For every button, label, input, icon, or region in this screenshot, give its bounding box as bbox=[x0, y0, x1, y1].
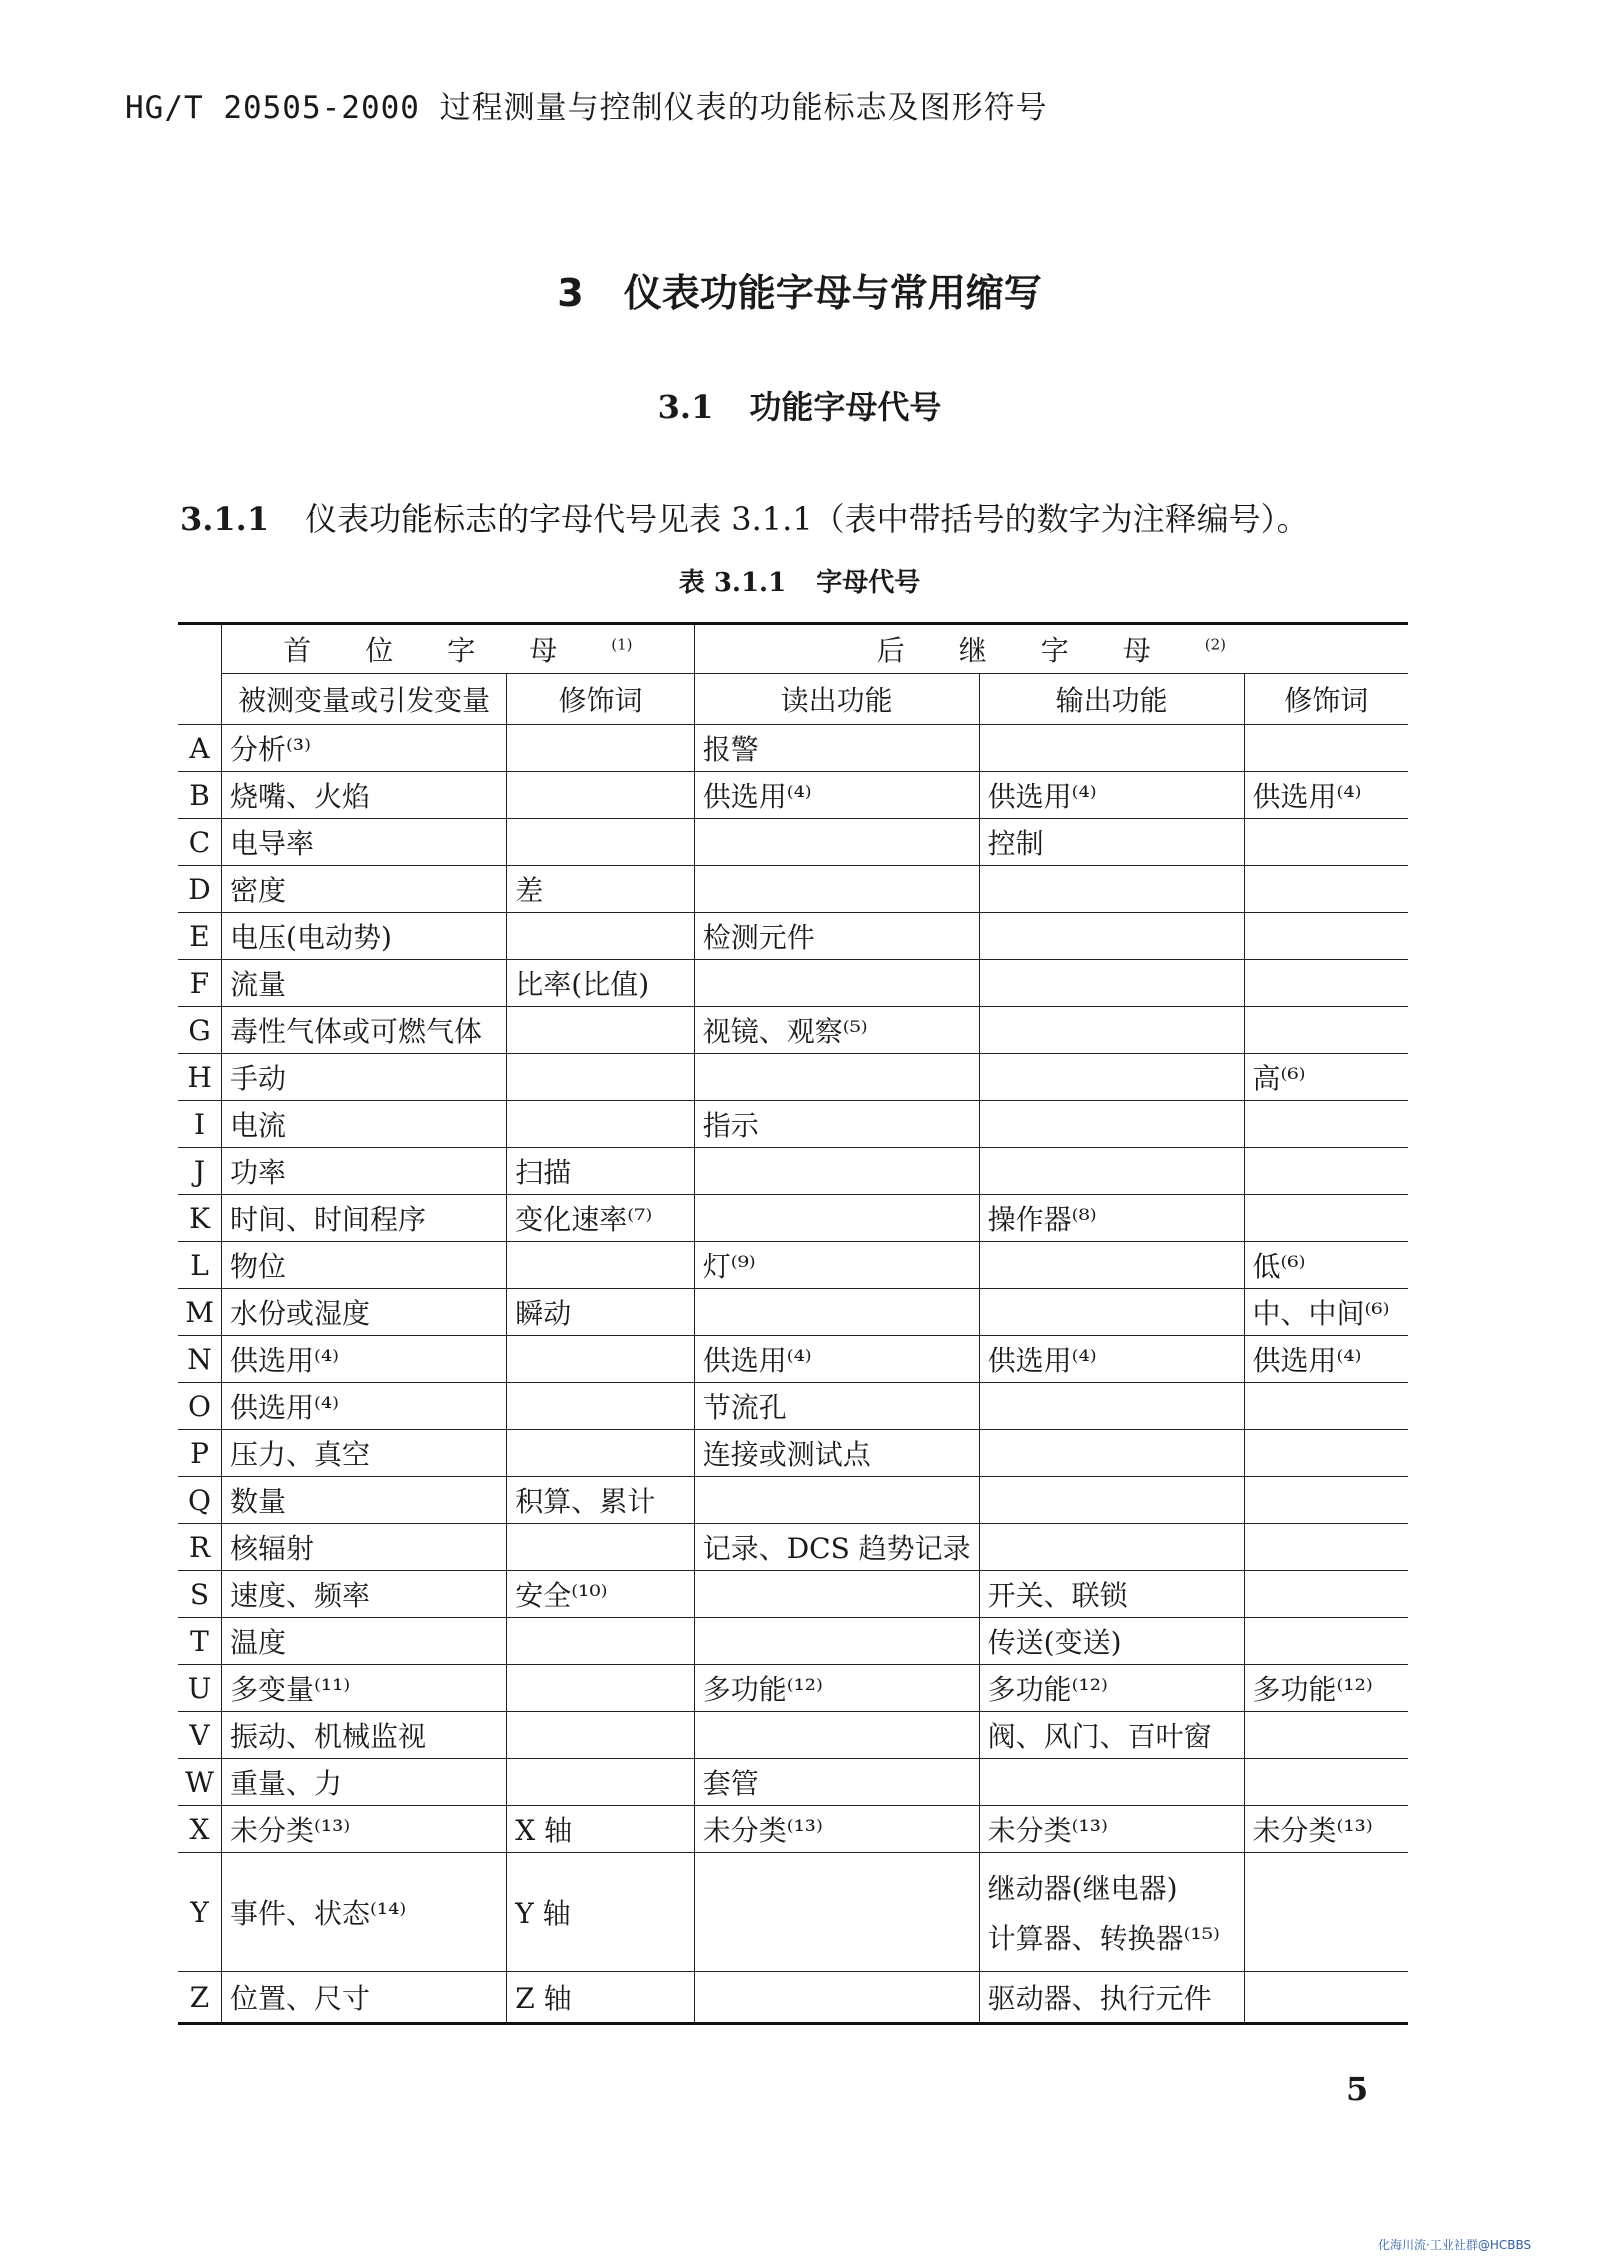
table-cell bbox=[507, 1242, 694, 1289]
table-cell bbox=[979, 1383, 1244, 1430]
column-header: 修饰词 bbox=[507, 674, 694, 725]
row-letter: S bbox=[178, 1571, 222, 1618]
table-cell: 手动 bbox=[222, 1054, 507, 1101]
table-cell: 供选用⁽⁴⁾ bbox=[979, 772, 1244, 819]
row-letter: D bbox=[178, 866, 222, 913]
row-letter: E bbox=[178, 913, 222, 960]
table-cell bbox=[507, 913, 694, 960]
row-letter: B bbox=[178, 772, 222, 819]
table-cell bbox=[694, 1712, 979, 1759]
table-cell: 流量 bbox=[222, 960, 507, 1007]
row-letter: Q bbox=[178, 1477, 222, 1524]
table-row bbox=[178, 1289, 1408, 1336]
running-header: HG/T 20505-2000 过程测量与控制仪表的功能标志及图形符号 bbox=[125, 90, 1048, 126]
table-cell bbox=[507, 1430, 694, 1477]
table-row bbox=[178, 1972, 1408, 2024]
table-cell: 开关、联锁 bbox=[979, 1571, 1244, 1618]
table-cell bbox=[979, 1054, 1244, 1101]
table-cell: 未分类⁽¹³⁾ bbox=[979, 1806, 1244, 1853]
column-header: 被测变量或引发变量 bbox=[222, 674, 507, 725]
table-cell: 控制 bbox=[979, 819, 1244, 866]
table-cell: 速度、频率 bbox=[222, 1571, 507, 1618]
row-letter: K bbox=[178, 1195, 222, 1242]
table-cell: 重量、力 bbox=[222, 1759, 507, 1806]
letter-code-table bbox=[178, 622, 1408, 2025]
table-cell: 低⁽⁶⁾ bbox=[1244, 1242, 1408, 1289]
table-cell: Y 轴 bbox=[507, 1853, 694, 1972]
table-row bbox=[178, 1618, 1408, 1665]
table-cell: 节流孔 bbox=[694, 1383, 979, 1430]
succeeding-letters-note: (2) bbox=[1204, 635, 1226, 654]
table-cell: 核辐射 bbox=[222, 1524, 507, 1571]
table-caption bbox=[0, 562, 1599, 599]
table-cell bbox=[507, 819, 694, 866]
table-row bbox=[178, 1430, 1408, 1477]
table-cell bbox=[1244, 1853, 1408, 1972]
row-letter: V bbox=[178, 1712, 222, 1759]
table-cell bbox=[1244, 1101, 1408, 1148]
table-row bbox=[178, 1383, 1408, 1430]
table-row bbox=[178, 1148, 1408, 1195]
table-row bbox=[178, 1524, 1408, 1571]
table-cell: 振动、机械监视 bbox=[222, 1712, 507, 1759]
table-cell bbox=[1244, 725, 1408, 772]
table-cell bbox=[979, 1477, 1244, 1524]
first-letter-group-text: 首位字母 bbox=[283, 634, 612, 667]
table-cell: 供选用⁽⁴⁾ bbox=[1244, 1336, 1408, 1383]
table-cell bbox=[694, 1618, 979, 1665]
row-letter: A bbox=[178, 725, 222, 772]
table-cell: 未分类⁽¹³⁾ bbox=[1244, 1806, 1408, 1853]
cell-line: 继动器(继电器) bbox=[987, 1872, 1178, 1905]
table-cell bbox=[979, 1289, 1244, 1336]
table-cell bbox=[1244, 1712, 1408, 1759]
table-cell: 物位 bbox=[222, 1242, 507, 1289]
table-row bbox=[178, 1101, 1408, 1148]
table-cell: 密度 bbox=[222, 866, 507, 913]
table-cell: 压力、真空 bbox=[222, 1430, 507, 1477]
chapter-title-text: 仪表功能字母与常用缩写 bbox=[623, 271, 1042, 315]
table-cell bbox=[1244, 1972, 1408, 2024]
table-row bbox=[178, 725, 1408, 772]
table-cell: 套管 bbox=[694, 1759, 979, 1806]
table-cell bbox=[694, 1289, 979, 1336]
table-cell bbox=[1244, 1571, 1408, 1618]
table-row bbox=[178, 772, 1408, 819]
table-cell bbox=[1244, 1618, 1408, 1665]
table-cell bbox=[507, 1007, 694, 1054]
table-cell: 灯⁽⁹⁾ bbox=[694, 1242, 979, 1289]
table-cell: 多功能⁽¹²⁾ bbox=[1244, 1665, 1408, 1712]
first-letter-note: (1) bbox=[611, 635, 633, 654]
table-row bbox=[178, 819, 1408, 866]
row-letter: X bbox=[178, 1806, 222, 1853]
table-cell bbox=[1244, 819, 1408, 866]
table-cell: 供选用⁽⁴⁾ bbox=[694, 772, 979, 819]
table-cell: 安全⁽¹⁰⁾ bbox=[507, 1571, 694, 1618]
table-cell bbox=[1244, 1477, 1408, 1524]
table-cell bbox=[507, 1618, 694, 1665]
table-row bbox=[178, 1007, 1408, 1054]
row-letter: R bbox=[178, 1524, 222, 1571]
column-header: 读出功能 bbox=[694, 674, 979, 725]
table-cell bbox=[1244, 960, 1408, 1007]
table-cell: 积算、累计 bbox=[507, 1477, 694, 1524]
table-cell: 供选用⁽⁴⁾ bbox=[222, 1383, 507, 1430]
table-cell: 供选用⁽⁴⁾ bbox=[979, 1336, 1244, 1383]
column-header: 输出功能 bbox=[979, 674, 1244, 725]
table-cell bbox=[1244, 1148, 1408, 1195]
table-cell: 时间、时间程序 bbox=[222, 1195, 507, 1242]
cell-line: 计算器、转换器⁽¹⁵⁾ bbox=[987, 1922, 1220, 1955]
table-cell bbox=[507, 1524, 694, 1571]
table-cell bbox=[979, 866, 1244, 913]
row-letter: U bbox=[178, 1665, 222, 1712]
section-number: 3.1 bbox=[657, 388, 714, 426]
table-caption-number: 表 3.1.1 bbox=[678, 568, 787, 598]
table-cell bbox=[694, 866, 979, 913]
table-row bbox=[178, 1759, 1408, 1806]
table-cell bbox=[979, 1759, 1244, 1806]
table-row bbox=[178, 913, 1408, 960]
table-cell bbox=[1244, 866, 1408, 913]
table-cell bbox=[507, 1054, 694, 1101]
first-letter-group-header bbox=[222, 624, 695, 674]
table-cell: 烧嘴、火焰 bbox=[222, 772, 507, 819]
table-row bbox=[178, 1336, 1408, 1383]
row-letter: F bbox=[178, 960, 222, 1007]
table-cell: 多变量⁽¹¹⁾ bbox=[222, 1665, 507, 1712]
table-cell: 记录、DCS 趋势记录 bbox=[694, 1524, 979, 1571]
table-cell bbox=[1244, 1007, 1408, 1054]
table-cell bbox=[694, 1477, 979, 1524]
table-row bbox=[178, 1712, 1408, 1759]
table-cell bbox=[979, 1430, 1244, 1477]
table-row bbox=[178, 960, 1408, 1007]
table-row bbox=[178, 1242, 1408, 1289]
row-letter: W bbox=[178, 1759, 222, 1806]
table-cell bbox=[507, 1336, 694, 1383]
paragraph bbox=[180, 494, 1309, 540]
table-cell bbox=[1244, 913, 1408, 960]
paragraph-text: 仪表功能标志的字母代号见表 3.1.1（表中带括号的数字为注释编号）。 bbox=[305, 500, 1309, 538]
row-letter: I bbox=[178, 1101, 222, 1148]
succeeding-letters-group-header bbox=[694, 624, 1408, 674]
table-cell: 差 bbox=[507, 866, 694, 913]
table-cell: 扫描 bbox=[507, 1148, 694, 1195]
row-letter: O bbox=[178, 1383, 222, 1430]
row-letter: P bbox=[178, 1430, 222, 1477]
table-cell: 瞬动 bbox=[507, 1289, 694, 1336]
column-header: 修饰词 bbox=[1244, 674, 1408, 725]
table-cell bbox=[507, 1759, 694, 1806]
table-cell bbox=[507, 772, 694, 819]
table-cell: 高⁽⁶⁾ bbox=[1244, 1054, 1408, 1101]
table-cell: 阀、风门、百叶窗 bbox=[979, 1712, 1244, 1759]
page-number: 5 bbox=[1346, 2070, 1369, 2108]
table-cell bbox=[694, 1148, 979, 1195]
row-letter: J bbox=[178, 1148, 222, 1195]
table-cell bbox=[694, 1853, 979, 1972]
table-cell: 连接或测试点 bbox=[694, 1430, 979, 1477]
table-cell: X 轴 bbox=[507, 1806, 694, 1853]
table-cell: 未分类⁽¹³⁾ bbox=[222, 1806, 507, 1853]
table-cell bbox=[979, 1101, 1244, 1148]
table-cell bbox=[1244, 1759, 1408, 1806]
table-cell bbox=[979, 1242, 1244, 1289]
table-cell bbox=[979, 1853, 1244, 1972]
paragraph-number: 3.1.1 bbox=[180, 500, 270, 538]
section-title-text: 功能字母代号 bbox=[749, 388, 942, 426]
table-cell: 供选用⁽⁴⁾ bbox=[1244, 772, 1408, 819]
table-cell bbox=[694, 960, 979, 1007]
table-cell bbox=[979, 1007, 1244, 1054]
table-cell: 操作器⁽⁸⁾ bbox=[979, 1195, 1244, 1242]
table-row bbox=[178, 1806, 1408, 1853]
table-cell: 水份或湿度 bbox=[222, 1289, 507, 1336]
table-cell: 温度 bbox=[222, 1618, 507, 1665]
row-letter: H bbox=[178, 1054, 222, 1101]
table-cell bbox=[694, 1571, 979, 1618]
table-cell: 电压(电动势) bbox=[222, 913, 507, 960]
table-cell: 电导率 bbox=[222, 819, 507, 866]
table-cell: Z 轴 bbox=[507, 1972, 694, 2024]
table-cell: 比率(比值) bbox=[507, 960, 694, 1007]
table-cell: 视镜、观察⁽⁵⁾ bbox=[694, 1007, 979, 1054]
row-letter: M bbox=[178, 1289, 222, 1336]
table-cell: 供选用⁽⁴⁾ bbox=[222, 1336, 507, 1383]
row-letter: C bbox=[178, 819, 222, 866]
row-letter: Y bbox=[178, 1853, 222, 1972]
row-letter: L bbox=[178, 1242, 222, 1289]
table-cell bbox=[694, 819, 979, 866]
table-cell bbox=[979, 725, 1244, 772]
table-row bbox=[178, 866, 1408, 913]
table-cell: 传送(变送) bbox=[979, 1618, 1244, 1665]
chapter-title bbox=[0, 262, 1599, 317]
table-cell: 报警 bbox=[694, 725, 979, 772]
chapter-number: 3 bbox=[557, 271, 584, 315]
section-title bbox=[0, 382, 1599, 428]
table-cell bbox=[1244, 1430, 1408, 1477]
table-row bbox=[178, 1054, 1408, 1101]
table-cell: 驱动器、执行元件 bbox=[979, 1972, 1244, 2024]
table-row bbox=[178, 1853, 1408, 1972]
table-cell bbox=[1244, 1195, 1408, 1242]
row-letter: T bbox=[178, 1618, 222, 1665]
table-cell bbox=[694, 1054, 979, 1101]
table-cell: 未分类⁽¹³⁾ bbox=[694, 1806, 979, 1853]
table-cell: 多功能⁽¹²⁾ bbox=[694, 1665, 979, 1712]
table-cell bbox=[1244, 1524, 1408, 1571]
table-row bbox=[178, 1665, 1408, 1712]
table-cell: 中、中间⁽⁶⁾ bbox=[1244, 1289, 1408, 1336]
table-cell: 多功能⁽¹²⁾ bbox=[979, 1665, 1244, 1712]
table-caption-title: 字母代号 bbox=[816, 568, 921, 598]
table-cell bbox=[507, 1383, 694, 1430]
table-cell bbox=[979, 1524, 1244, 1571]
table-cell bbox=[1244, 1383, 1408, 1430]
table-cell: 毒性气体或可燃气体 bbox=[222, 1007, 507, 1054]
table-cell: 指示 bbox=[694, 1101, 979, 1148]
table-cell bbox=[507, 725, 694, 772]
table-cell bbox=[694, 1195, 979, 1242]
table-cell bbox=[694, 1972, 979, 2024]
letter-column-header bbox=[178, 624, 222, 725]
table-cell: 分析⁽³⁾ bbox=[222, 725, 507, 772]
table-cell bbox=[507, 1712, 694, 1759]
table-cell bbox=[507, 1665, 694, 1712]
succeeding-letters-group-text: 后继字母 bbox=[876, 634, 1205, 667]
table-cell: 检测元件 bbox=[694, 913, 979, 960]
table-row bbox=[178, 1477, 1408, 1524]
table-cell: 位置、尺寸 bbox=[222, 1972, 507, 2024]
table-cell: 供选用⁽⁴⁾ bbox=[694, 1336, 979, 1383]
table-cell: 功率 bbox=[222, 1148, 507, 1195]
table-cell bbox=[979, 1148, 1244, 1195]
table-cell bbox=[979, 913, 1244, 960]
table-cell bbox=[507, 1101, 694, 1148]
row-letter: Z bbox=[178, 1972, 222, 2024]
row-letter: N bbox=[178, 1336, 222, 1383]
table-cell: 数量 bbox=[222, 1477, 507, 1524]
table-cell: 电流 bbox=[222, 1101, 507, 1148]
table-cell bbox=[979, 960, 1244, 1007]
table-cell: 变化速率⁽⁷⁾ bbox=[507, 1195, 694, 1242]
row-letter: G bbox=[178, 1007, 222, 1054]
table-row bbox=[178, 1571, 1408, 1618]
watermark: 化海川流·工业社群@HCBBS bbox=[1378, 2238, 1532, 2252]
table-row bbox=[178, 1195, 1408, 1242]
table-cell: 事件、状态⁽¹⁴⁾ bbox=[222, 1853, 507, 1972]
